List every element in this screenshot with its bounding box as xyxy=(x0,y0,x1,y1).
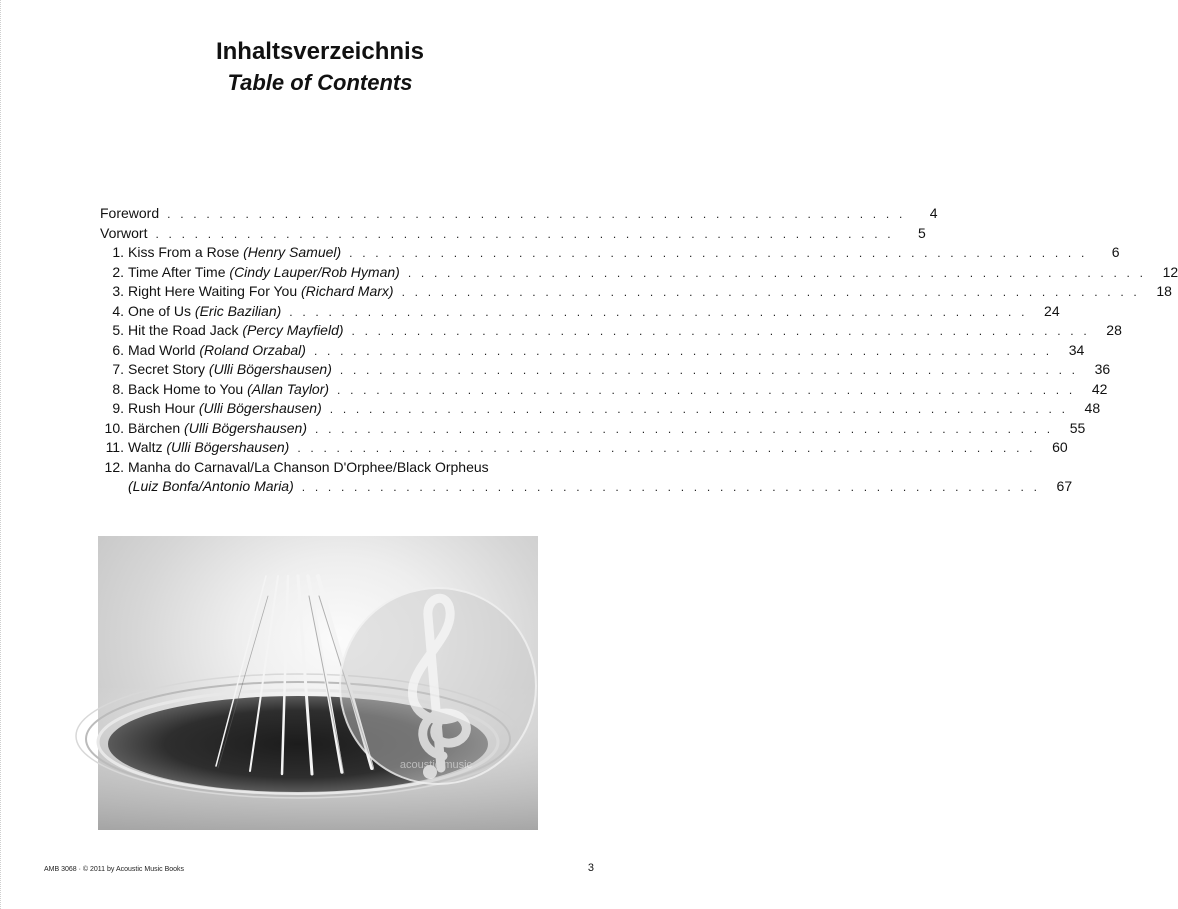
toc-row-song[interactable] xyxy=(100,263,1178,283)
dot-leader: . . . . . . . . . . . . . . . . . . . . . . . . . . . . . . . . . . . . . . . . . . . . . . . . . . . . . . . . . xyxy=(337,382,1076,397)
toc-row-song[interactable] xyxy=(100,321,1122,341)
song-title: Kiss From a Rose xyxy=(128,244,240,260)
dot-leader: . . . . . . . . . . . . . . . . . . . . . . . . . . . . . . . . . . . . . . . . . . . . . . . . . . . . . . . . . xyxy=(289,304,1028,319)
toc-label: Foreword xyxy=(100,205,160,221)
toc-page: 4 xyxy=(929,205,938,221)
toc-row-song[interactable] xyxy=(100,360,1111,380)
dot-leader: . . . . . . . . . . . . . . . . . . . . . . . . . . . . . . . . . . . . . . . . . . . . . . . . . . . . . . . . . xyxy=(351,324,1090,338)
guitar-strings-photo xyxy=(98,536,538,830)
treble-clef-icon xyxy=(340,588,536,784)
toc-row-song[interactable] xyxy=(100,341,1085,361)
toc-page: 55 xyxy=(1069,419,1086,436)
song-title: Secret Story xyxy=(128,361,206,377)
toc-row-song[interactable] xyxy=(100,419,1086,439)
toc-row-song-title-line[interactable] xyxy=(100,458,536,478)
song-author: (Ulli Bögershausen) xyxy=(198,400,322,416)
toc-row-vorwort[interactable] xyxy=(100,224,926,244)
page-title: Inhaltsverzeichnis xyxy=(215,38,425,65)
toc-page: 67 xyxy=(1056,478,1073,494)
song-author: (Cindy Lauper/Rob Hyman) xyxy=(229,263,400,280)
footer-catalog: AMB 3068 · © 2011 by Acoustic Music Books xyxy=(44,866,185,873)
song-author: (Roland Orzabal) xyxy=(199,341,306,358)
toc-row-song-author-line[interactable] xyxy=(100,477,1073,497)
song-author: (Luiz Bonfa/Antonio Maria) xyxy=(128,478,294,494)
toc-number: 4. xyxy=(112,302,124,319)
dot-leader: . . . . . . . . . . . . . . . . . . . . . . . . . . . . . . . . . . . . . . . . . . . . . . . . . . . . . . . . . xyxy=(339,363,1079,377)
song-title: Bärchen xyxy=(128,419,181,436)
toc-page: 36 xyxy=(1094,361,1111,377)
toc-number: 2. xyxy=(112,263,124,280)
toc-page: 28 xyxy=(1106,322,1122,338)
toc-number: 1. xyxy=(112,244,124,260)
song-title: Right Here Waiting For You xyxy=(128,283,298,299)
song-author: (Eric Bazilian) xyxy=(194,302,282,319)
dot-leader: . . . . . . . . . . . . . . . . . . . . . . . . . . . . . . . . . . . . . . . . . . . . . . . . . . . . . . . . . xyxy=(297,441,1036,455)
song-author: (Henry Samuel) xyxy=(243,244,342,260)
toc-number: 10. xyxy=(104,419,124,436)
dot-leader: . . . . . . . . . . . . . . . . . . . . . . . . . . . . . . . . . . . . . . . . . . . . . . . . . . . . . . . . . xyxy=(349,246,1088,260)
toc-row-song[interactable] xyxy=(100,282,1172,302)
song-author: (Ulli Bögershausen) xyxy=(208,361,332,377)
toc-number: 9. xyxy=(112,400,124,416)
toc-row-foreword[interactable] xyxy=(100,204,938,224)
song-title: One of Us xyxy=(128,302,192,319)
dot-leader: . . . . . . . . . . . . . . . . . . . . . . . . . . . . . . . . . . . . . . . . . . . . . . . . . . . . . . . . . xyxy=(329,402,1069,416)
dot-leader: . . . . . . . . . . . . . . . . . . . . . . . . . . . . . . . . . . . . . . . . . . . . . . . . . . . . . . . . . xyxy=(167,207,906,221)
toc-page: 6 xyxy=(1111,244,1120,260)
song-title: Time After Time xyxy=(128,263,226,280)
dot-leader: . . . . . . . . . . . . . . . . . . . . . . . . . . . . . . . . . . . . . . . . . . . . . . . . . . . . . . . . . xyxy=(155,226,894,241)
page-subtitle: Table of Contents xyxy=(227,70,413,95)
toc-number: 6. xyxy=(112,341,124,358)
dot-leader: . . . . . . . . . . . . . . . . . . . . . . . . . . . . . . . . . . . . . . . . . . . . . . . . . . . . . . . . . xyxy=(315,421,1054,436)
song-author: (Ulli Bögershausen) xyxy=(184,419,307,436)
toc-row-song[interactable] xyxy=(100,302,1060,322)
dot-leader: . . . . . . . . . . . . . . . . . . . . . . . . . . . . . . . . . . . . . . . . . . . . . . . . . . . . . . . . . xyxy=(301,480,1041,494)
watermark-text: acoustic music xyxy=(399,759,473,771)
dot-leader: . . . . . . . . . . . . . . . . . . . . . . . . . . . . . . . . . . . . . . . . . . . . . . . . . . . . . . . . . xyxy=(407,265,1147,280)
toc-row-song[interactable] xyxy=(100,380,1108,400)
toc-label: Vorwort xyxy=(100,224,148,241)
song-title: Rush Hour xyxy=(128,400,195,416)
toc-row-song[interactable] xyxy=(100,243,1120,263)
toc-page: 34 xyxy=(1068,341,1085,358)
toc-page: 18 xyxy=(1156,283,1172,299)
toc-page: 24 xyxy=(1044,302,1060,319)
dot-leader: . . . . . . . . . . . . . . . . . . . . . . . . . . . . . . . . . . . . . . . . . . . . . . . . . . . . . . . . . xyxy=(313,343,1053,358)
toc-page: 48 xyxy=(1084,400,1101,416)
table-of-contents xyxy=(100,204,1178,497)
page-number: 3 xyxy=(587,862,594,874)
toc-page: 42 xyxy=(1091,380,1108,397)
toc-number: 5. xyxy=(112,322,124,338)
toc-page: 60 xyxy=(1052,439,1068,455)
song-author: (Percy Mayfield) xyxy=(242,322,344,338)
song-title: Manha do Carnaval/La Chanson D'Orphee/Black Orpheus xyxy=(128,458,489,475)
toc-number: 11. xyxy=(105,439,124,455)
toc-number: 12. xyxy=(104,458,124,475)
page-edge-guide xyxy=(0,0,2,909)
toc-page: 12 xyxy=(1162,263,1178,280)
dot-leader: . . . . . . . . . . . . . . . . . . . . . . . . . . . . . . . . . . . . . . . . . . . . . . . . . . . . . . . . . xyxy=(401,285,1140,299)
toc-page: 5 xyxy=(918,224,926,241)
song-author: (Ulli Bögershausen) xyxy=(166,439,290,455)
toc-number: 8. xyxy=(112,380,124,397)
toc-row-song[interactable] xyxy=(100,438,1068,458)
song-title: Mad World xyxy=(128,341,196,358)
toc-number: 7. xyxy=(112,361,124,377)
song-title: Hit the Road Jack xyxy=(128,322,239,338)
song-title: Back Home to You xyxy=(128,380,244,397)
song-author: (Richard Marx) xyxy=(301,283,394,299)
song-author: (Allan Taylor) xyxy=(247,380,330,397)
song-title: Waltz xyxy=(128,439,163,455)
toc-row-song[interactable] xyxy=(100,399,1101,419)
toc-number: 3. xyxy=(112,283,124,299)
